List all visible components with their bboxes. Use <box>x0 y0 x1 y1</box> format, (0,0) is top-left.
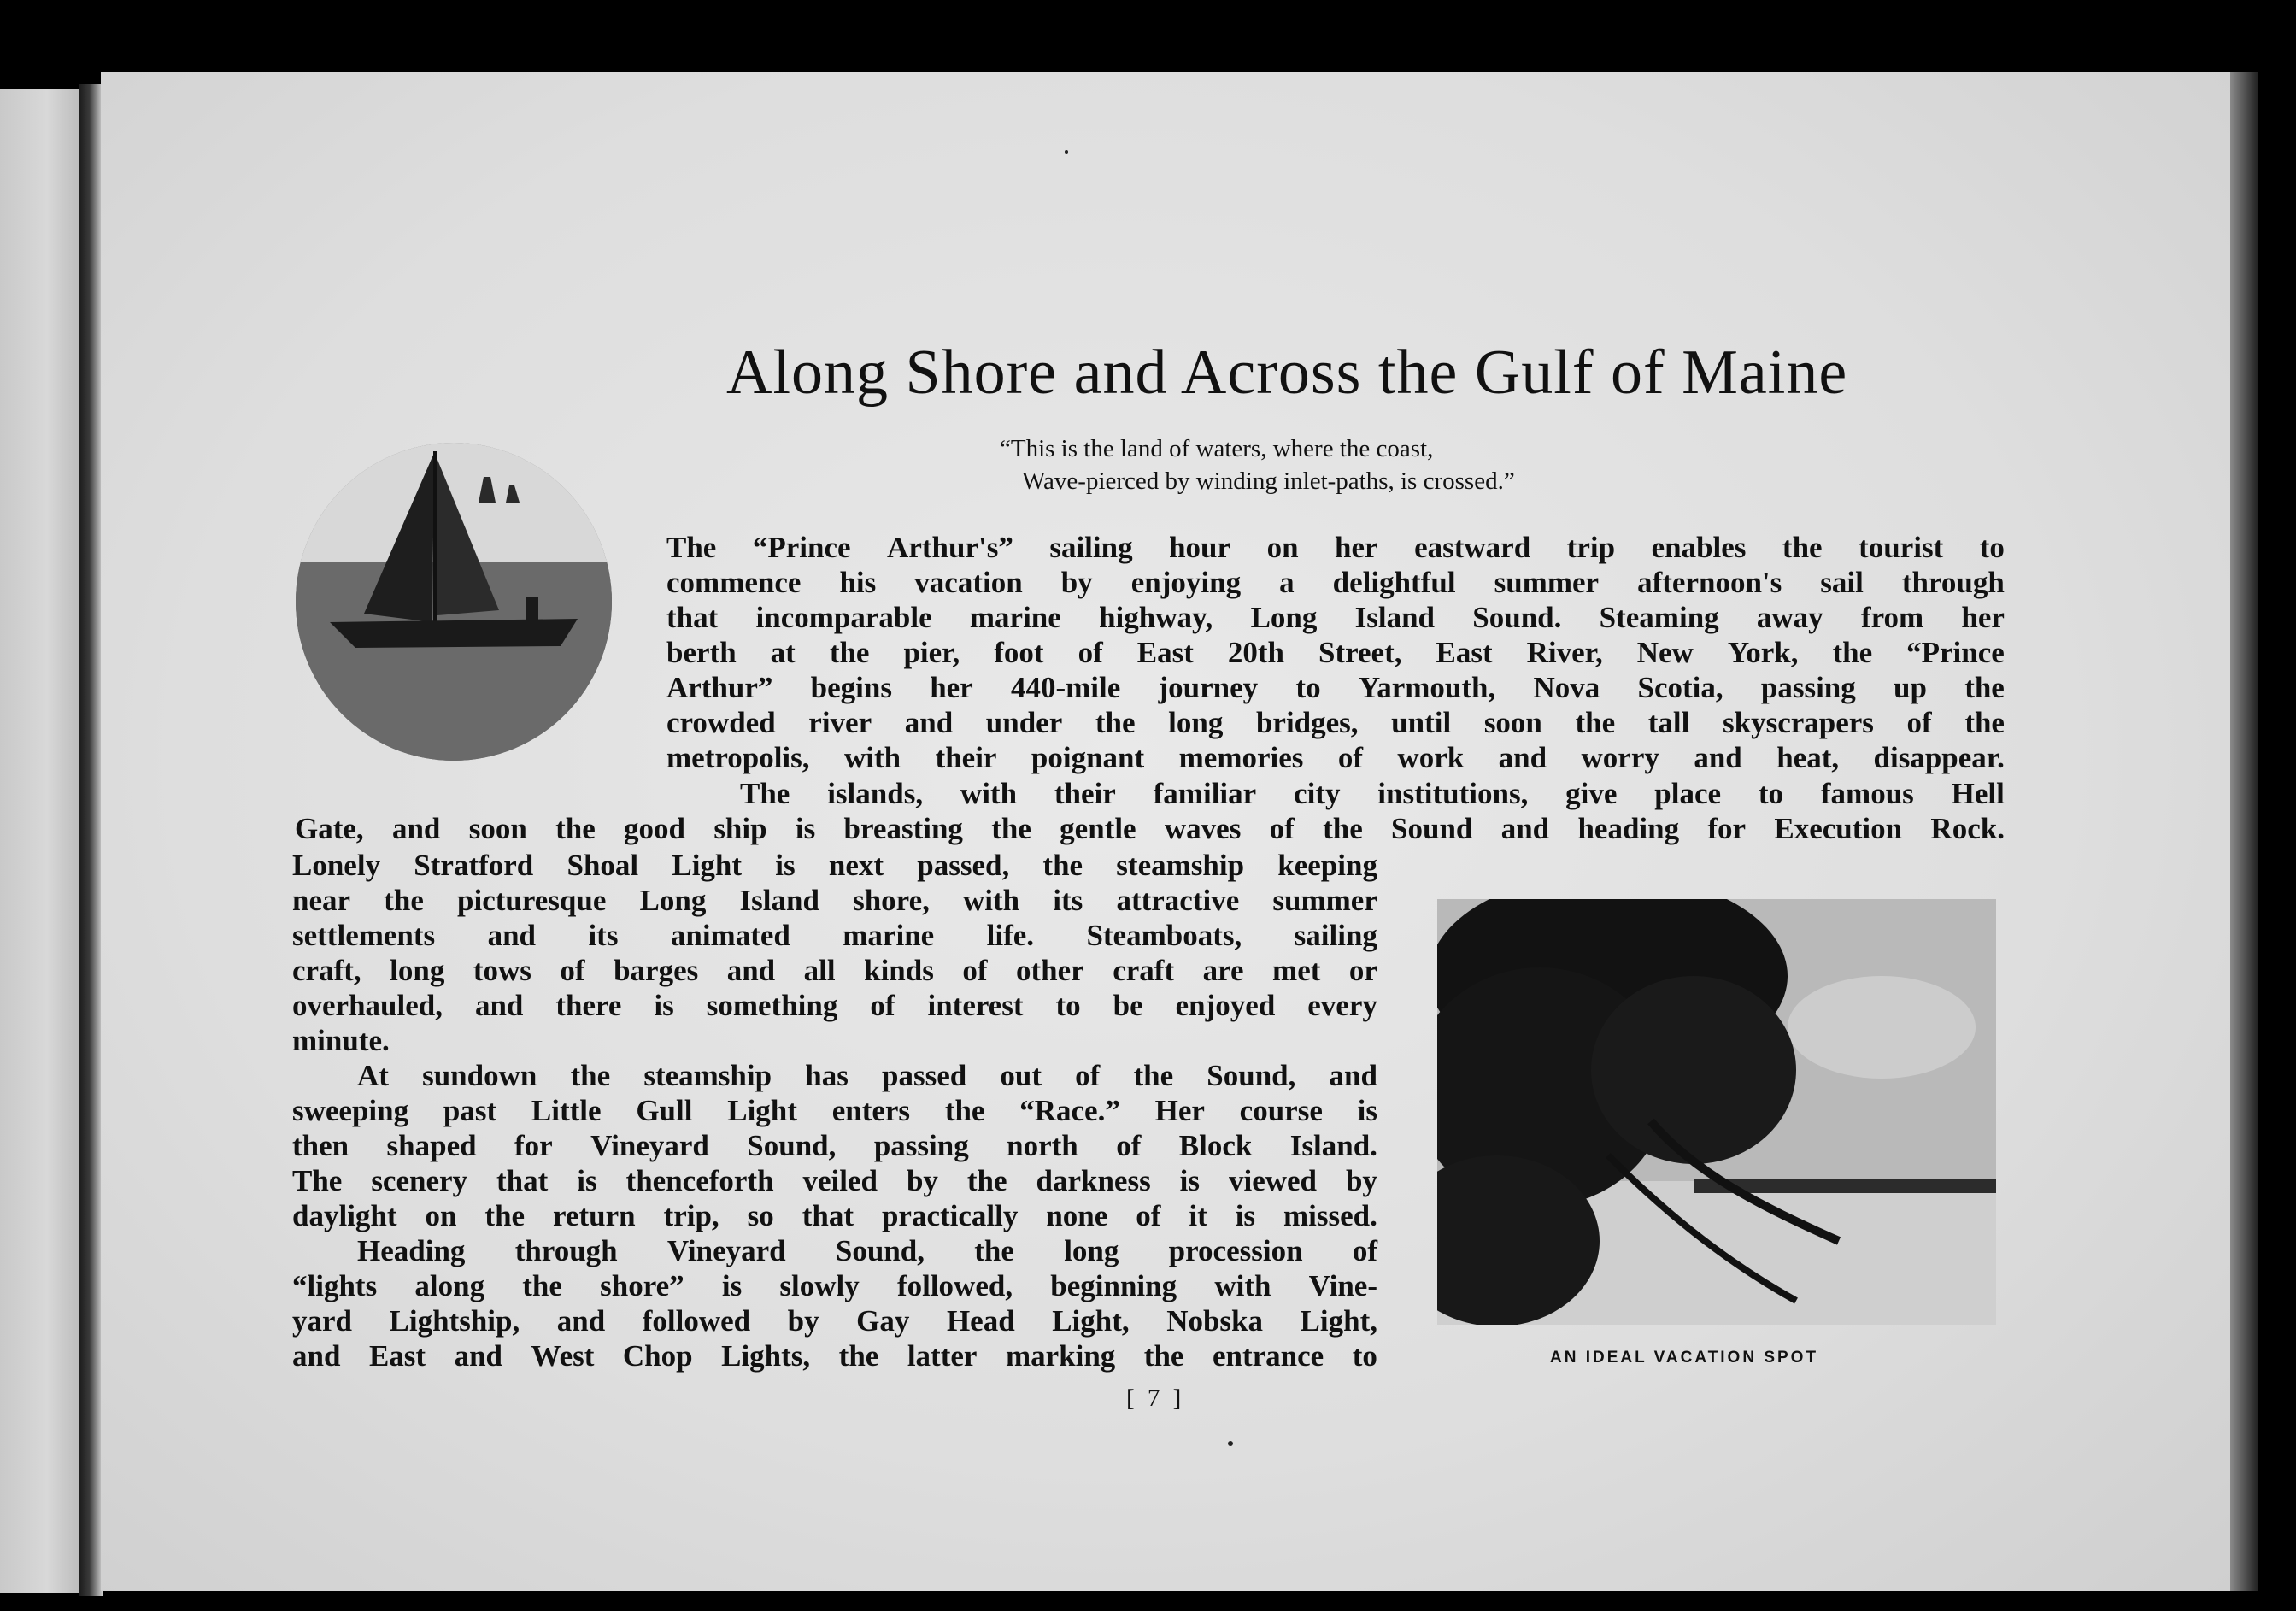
vacation-spot-photo <box>1437 899 1996 1325</box>
page-number: [ 7 ] <box>1126 1385 1185 1412</box>
text-line: The scenery that is thenceforth veiled by the darkness is viewed by <box>292 1164 1377 1197</box>
sailboat-photo <box>296 443 612 761</box>
text-line: The “Prince Arthur's” sailing hour on her eastward trip enables the tourist to <box>666 531 2005 564</box>
book-spine <box>79 84 103 1596</box>
text-line: crowded river and under the long bridges, until soon the tall skyscrapers of the <box>666 706 2005 739</box>
page-title: Along Shore and Across the Gulf of Maine <box>726 338 1848 408</box>
text-line: craft, long tows of barges and all kinds of other craft are met or <box>292 954 1377 987</box>
sailboat-illustration <box>296 443 612 761</box>
text-line: commence his vacation by enjoying a delightful summer afternoon's sail through <box>666 566 2005 599</box>
text-line: The islands, with their familiar city institutions, give place to famous Hell <box>740 777 2005 810</box>
text-line: that incomparable marine highway, Long Island Sound. Steaming away from her <box>666 601 2005 634</box>
speck <box>1065 150 1068 154</box>
paragraph <box>292 1233 1377 1373</box>
text-line: At sundown the steamship has passed out of the Sound, and <box>357 1059 1377 1092</box>
text-line: Gate, and soon the good ship is breasting the gentle waves of the Sound and heading for Execution Rock. <box>295 812 2005 845</box>
paragraph <box>292 1058 1377 1233</box>
text-line: minute. <box>292 1024 390 1057</box>
text-line: yard Lightship, and followed by Gay Head Light, Nobska Light, <box>292 1304 1377 1338</box>
epigraph-line: “This is the land of waters, where the coast, <box>1000 435 1434 462</box>
facing-page-edge <box>0 89 79 1593</box>
paragraph <box>292 848 1377 1058</box>
speck <box>1228 1441 1233 1446</box>
paragraph <box>666 530 2005 775</box>
text-line: near the picturesque Long Island shore, with its attractive summer <box>292 884 1377 917</box>
epigraph-line: Wave-pierced by winding inlet-paths, is crossed.” <box>1022 467 1515 495</box>
text-line: settlements and its animated marine life. Steamboats, sailing <box>292 919 1377 952</box>
epigraph <box>1000 432 1515 497</box>
paragraph <box>740 776 2005 811</box>
text-line: daylight on the return trip, so that practically none of it is missed. <box>292 1199 1377 1232</box>
text-line: Arthur” begins her 440-mile journey to Yarmouth, Nova Scotia, passing up the <box>666 671 2005 704</box>
text-line: and East and West Chop Lights, the latter marking the entrance to <box>292 1339 1377 1373</box>
page-shadow-edge <box>2230 72 2258 1591</box>
text-line: then shaped for Vineyard Sound, passing north of Block Island. <box>292 1129 1377 1162</box>
text-line: metropolis, with their poignant memories of work and worry and heat, disappear. <box>666 741 2005 774</box>
photo-caption: AN IDEAL VACATION SPOT <box>1550 1349 1819 1367</box>
tree-shore-illustration <box>1437 899 1996 1325</box>
text-line: Lonely Stratford Shoal Light is next passed, the steamship keeping <box>292 849 1377 882</box>
text-line: sweeping past Little Gull Light enters the “Race.” Her course is <box>292 1094 1377 1127</box>
text-line: overhauled, and there is something of interest to be enjoyed every <box>292 989 1377 1022</box>
text-line: berth at the pier, foot of East 20th Street, East River, New York, the “Prince <box>666 636 2005 669</box>
text-line: Heading through Vineyard Sound, the long procession of <box>357 1234 1377 1267</box>
text-line: “lights along the shore” is slowly followed, beginning with Vine- <box>292 1269 1377 1302</box>
paragraph-continuation <box>295 811 2005 846</box>
